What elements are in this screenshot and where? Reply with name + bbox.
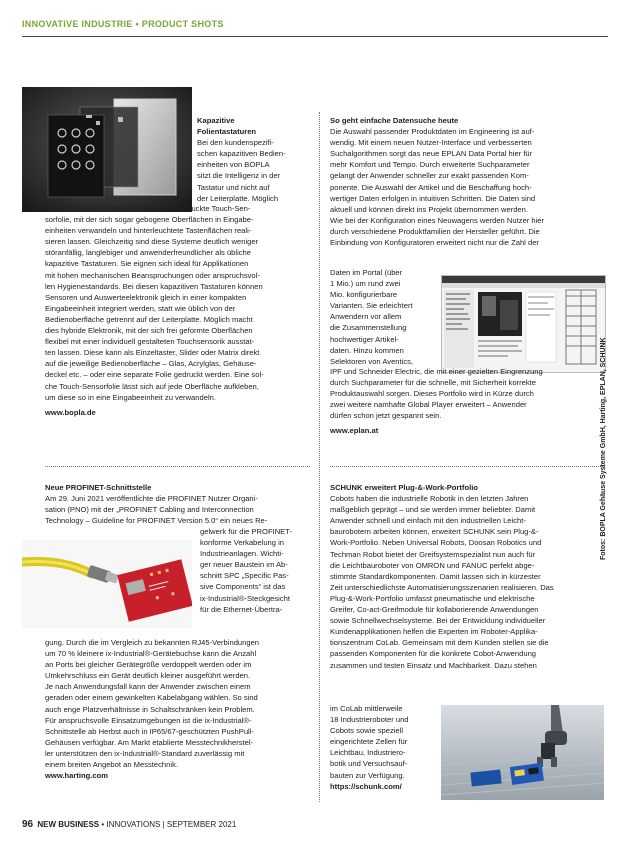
text-line: baurobotern arbeiten können, erweitert SCHUNK sein Plug-&- [330, 527, 539, 537]
text-line: Cobots sowie speziell [330, 726, 404, 736]
photo-credit: Fotos: BOPLA Gehäuse Systeme GmbH, Harting, EPLAN, SCHUNK [600, 337, 607, 560]
row-divider-left [45, 466, 310, 467]
text-line: Produktauswahl sorgen. Dieses Portfolio wird in Kürze durch [330, 389, 534, 399]
article-eplan-tail [330, 366, 605, 437]
text-line: gung. Durch die im Vergleich zu bekannten RJ45-Verbindungen [45, 638, 260, 647]
text-line: flexibel mit einer individuell gestalteten Touchsensorik ausstat- [45, 337, 255, 347]
text-line: deckel etc. – oder eine separate Folie gedruckt werden. Eine sol- [45, 370, 264, 380]
harting-link[interactable]: www.harting.com [45, 771, 109, 781]
harting-headline: Neue PROFINET-Schnittstelle [45, 483, 152, 492]
text-line: Umkehrschluss ein Gerät deutlich kleiner ausgeführt werden. [45, 671, 251, 681]
bopla-headline-2: Folientastaturen [197, 127, 257, 137]
bopla-link[interactable]: www.bopla.de [45, 407, 96, 417]
schunk-cobot-photo [441, 705, 604, 800]
article-harting-body [45, 637, 315, 781]
harting-connector-photo [22, 540, 192, 628]
text-line: schen kapazitiven Bedien- [197, 149, 286, 159]
text-line: Anwendern vor allem [330, 312, 402, 322]
text-line: durch Suchparameter für die schnelle, mit Sicherheit korrekte [330, 378, 536, 388]
article-schunk-side [330, 703, 438, 792]
text-line: die Zusammenstellung [330, 323, 407, 333]
text-line: Wie bei der Konfiguration eines Neuwagens werden Nutzer hier [330, 215, 545, 225]
text-line: Je nach Anwendungsfall kann der Anwender zwischen einem [45, 682, 251, 692]
text-line: 1 Mio.) um rund zwei [330, 279, 401, 289]
text-line: ger neuer Baustein im Ab- [200, 560, 288, 570]
article-harting-side [200, 526, 315, 615]
text-line: dies hybride Elektronik, mit der sich frei geformte Oberflächen [45, 326, 253, 336]
text-line: Die Auswahl passender Produktdaten im Engineering ist auf- [330, 127, 535, 137]
text-line: che Touch-Sensorfolie lässt sich auf jede Oberfläche aufkleben, [45, 381, 259, 391]
text-line: an Ports bei gleicher Gerätegröße verdoppelt werden oder im [45, 660, 252, 670]
text-line: zusammen und testen Einsatz und Machbarkeit. Dazu stehen [330, 660, 537, 670]
footer-bar: | [162, 820, 165, 829]
text-line: sowie Schnellwechselsysteme. Bei der Entwicklung individueller [330, 616, 546, 626]
text-line: Am 29. Juni 2021 veröffentlichte die PROFINET Nutzer Organi- [45, 494, 258, 504]
text-line: zwei weitere namhafte Global Player erweitert – Anwender [330, 400, 527, 410]
bopla-keypad-photo [22, 87, 192, 212]
text-line: ler unterstützen den ix-Industrial®-Standard zuverlässig mit [45, 748, 245, 758]
text-line: Einbindung von Konfiguratoren erweitert nicht nur die Zahl der [330, 238, 539, 248]
text-line: um diese so in eine Eingabeeinheit zu verwandeln. [45, 392, 216, 402]
text-line: sive Components“ ist das [200, 582, 286, 592]
schunk-headline: SCHUNK erweitert Plug-&-Work-Portfolio [330, 483, 478, 492]
page-footer [22, 819, 236, 830]
text-line: dürfen schon jetzt gespannt sein. [330, 411, 442, 421]
text-line: eingerichtete Zellen für [330, 737, 408, 747]
text-line: sorfolie, mit der sich sogar gebogene Oberflächen in Eingabe- [45, 215, 254, 225]
text-line: im CoLab mittlerweile [330, 704, 403, 713]
magazine-name: NEW BUSINESS [37, 820, 100, 829]
schunk-link[interactable]: https://schunk.com/ [330, 781, 402, 791]
section-header [22, 19, 224, 29]
text-line: Bedienoberfläche getrennt auf der Leiterplatte. Möglich macht [45, 314, 253, 324]
text-line: Kundenapplikationen helfen die Experten im Roboter-Applika- [330, 627, 538, 637]
text-line: sieren lassen. Gleichzeitig sind diese Systeme deutlich weniger [45, 237, 259, 247]
text-line: störanfällig, langlebiger und anwenderfreundlicher als übliche [45, 248, 252, 258]
text-line: Für anspruchsvolle Einsatzumgebungen ist die ix-Industrial®- [45, 715, 252, 725]
text-line: Gehäusen verfügbar. Am Markt etablierte Messtechnikherstel- [45, 737, 254, 747]
text-line: ix-Industrial®-Steckgesicht [200, 593, 291, 603]
text-line: Daten im Portal (über [330, 268, 403, 277]
text-line: Tastatur und nicht auf [197, 182, 270, 192]
article-bopla-side [197, 115, 307, 204]
text-line: Varianten. Sie erleichtert [330, 301, 413, 311]
text-line: Cobots haben die industrielle Robotik in den letzten Jahren [330, 494, 529, 504]
text-line: kapazitive Tastaturen. Sie eignen sich ideal für Applikationen [45, 259, 249, 269]
text-line: bauten zur Verfügung. [330, 770, 405, 780]
text-line: die Leichtbauroboter von OMRON und FANUC perfekt abge- [330, 560, 535, 570]
row-divider-right [330, 466, 605, 467]
text-line: tionszentrum CoLab. Gemeinsam mit dem Kunden stellen sie die [330, 638, 549, 648]
text-line: durch verschiedene Produktfamilien der Hersteller geführt. Die [330, 226, 540, 236]
column-divider [319, 112, 320, 802]
footer-section: INNOVATIONS [106, 820, 161, 829]
text-line: Leichtbau, Industriero- [330, 748, 406, 758]
text-line: Mio. konfigurierbare [330, 290, 398, 300]
header-section: INNOVATIVE INDUSTRIE [22, 19, 133, 29]
text-line: aktuell und können direkt ins Projekt übernommen werden. [330, 204, 528, 214]
eplan-link[interactable]: www.eplan.at [330, 426, 379, 436]
text-line: Eingabeeinheit integriert werden, statt wie üblich von der [45, 303, 236, 313]
text-line: auf die jeweilige Bedienoberfläche – Glas, Acrylglas, Gehäuse- [45, 359, 257, 369]
footer-issue: SEPTEMBER 2021 [166, 820, 237, 829]
text-line: daten. Hinzu kommen [330, 345, 404, 355]
text-line: Industrieanlagen. Wichti- [200, 549, 284, 559]
text-line: Work-Portfolio. Neben Universal Robots, Doosan Robotics und [330, 538, 542, 548]
text-line: Anwender schnell und einfach mit den industriellen Leicht- [330, 516, 526, 526]
text-line: passenden Komponenten für die konkrete Cobot-Anwendung [330, 649, 537, 659]
text-line: 18 Industrieroboter und [330, 715, 409, 725]
text-line: mehr Komfort und Tempo. Durch erweiterte Suchparameter [330, 160, 530, 170]
text-line: Selektoren von Aventics, [330, 356, 414, 366]
text-line: für die Ethernet-Übertra- [200, 604, 283, 614]
text-line: der Leiterplatte. Möglich [197, 193, 279, 203]
article-eplan-side [330, 267, 438, 367]
bopla-headline-1: Kapazitive [197, 116, 235, 125]
eplan-headline: So geht einfache Datensuche heute [330, 116, 459, 125]
text-line: konforme Verkabelung in [200, 538, 285, 548]
text-line: macht dies eine mit flexibler Elektronik bedruckte Touch-Sen- [45, 204, 251, 213]
text-line: IPF und Schneider Electric, die mit einer gezielten Eingrenzung [330, 367, 543, 376]
text-line: wendig. Mit einem neuen Nutzer-Interface und verbesserten [330, 138, 532, 148]
text-line: stimmte Standardkomponenten. Damit lassen sich in kürzester [330, 571, 541, 581]
text-line: Bei den kundenspezifi- [197, 138, 274, 148]
text-line: einheiten von BOPLA [197, 160, 270, 170]
article-harting-top [45, 482, 315, 526]
text-line: auch enge Platzverhältnisse in Schaltschränken kein Problem. [45, 704, 255, 714]
text-line: sation (PNO) mit der „PROFINET Cabling and Interconnection [45, 505, 254, 515]
text-line: len Hygienestandards. Bei diesen kapazitiven Tastaturen können [45, 281, 263, 291]
header-topic: PRODUCT SHOTS [141, 19, 224, 29]
eplan-portal-screenshot [441, 275, 606, 373]
header-separator: • [135, 19, 139, 29]
text-line: Schnittstelle ab Herbst auch in IP65/67-geschützten PushPull- [45, 726, 254, 736]
text-line: einheiten verwandeln und hinterleuchtete Tastenflächen reali- [45, 226, 252, 236]
text-line: Zeit unterschiedlichste Automatisierungsszenarien realisieren. Das [330, 582, 554, 592]
text-line: Suchalgorithmen sorgt das neue EPLAN Data Portal hier für [330, 149, 533, 159]
article-bopla-body [45, 203, 310, 418]
header-rule [22, 36, 608, 37]
text-line: botik und Versuchsauf- [330, 759, 408, 769]
text-line: Technology – Guideline for PROFINET Version 5.0“ ein neues Re- [45, 516, 268, 526]
footer-separator: • [101, 820, 105, 829]
article-schunk-body [330, 482, 605, 671]
text-line: hochwertiger Artikel- [330, 334, 399, 344]
text-line: Greifer, Co-act-Greifmodule für kollaborierende Anwendungen [330, 605, 539, 615]
text-line: um 70 % kleinere ix-Industrial®-Gerätebuchse kann die Anzahl [45, 649, 257, 659]
article-eplan-body [330, 115, 602, 248]
text-line: ten lassen. Diese kann als Einzeltaster, Slider oder Matrix direkt [45, 348, 260, 358]
page-number: 96 [22, 819, 34, 830]
text-line: sitzt die Intelligenz in der [197, 171, 281, 181]
text-line: gelwerk für die PROFINET- [200, 527, 292, 536]
text-line: Sensoren und Auswerteelektronik gleich in einer kompakten [45, 292, 247, 302]
text-line: maßgeblich geprägt – und sie werden immer beliebter. Damit [330, 505, 536, 515]
text-line: schnitt SPC „Specific Pas- [200, 571, 289, 581]
text-line: wertiger Daten erfolgen in intuitiven Schritten. Die Daten sind [330, 193, 536, 203]
text-line: gelangt der Anwender schneller zur exakt passenden Kom- [330, 171, 529, 181]
text-line: Plug-&-Work-Portfolio umfasst pneumatische und elektrische [330, 593, 535, 603]
text-line: mit hohen mechanischen Beanspruchungen oder anspruchsvol- [45, 270, 260, 280]
text-line: geraden oder einem gewinkelten Kabelabgang wählen. So sind [45, 693, 258, 703]
text-line: ponente. Die Auswahl der Artikel und die Beschaffung hoch- [330, 182, 532, 192]
text-line: einem breiten Angebot an Messtechnik. [45, 760, 178, 770]
text-line: Techman Robot bietet der Greifsystemspezialist nun auch für [330, 549, 536, 559]
